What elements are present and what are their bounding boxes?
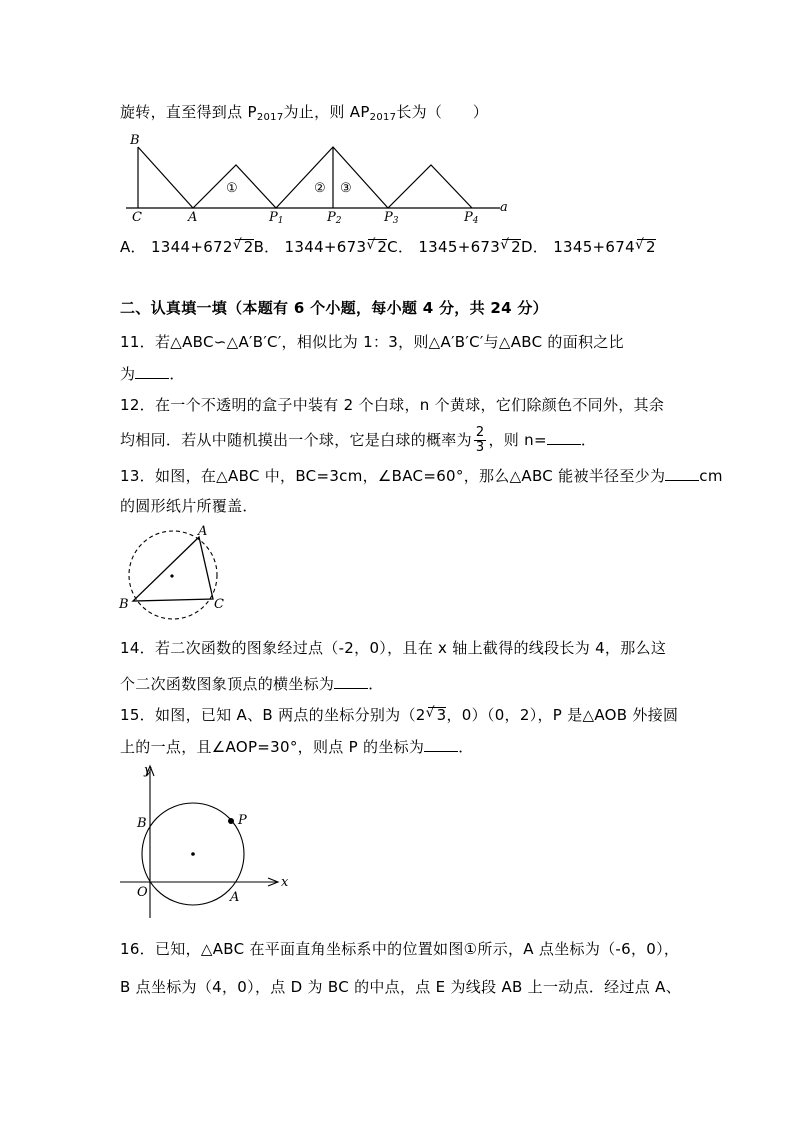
q15-label-B: B <box>137 816 147 831</box>
q13-blank <box>665 480 699 481</box>
q11-line1: 11．若△ABC∽△A′B′C′，相似比为 1：3，则△A′B′C′与△ABC 的面积之比 <box>120 333 624 351</box>
q13-line2: 的圆形纸片所覆盖． <box>120 497 258 515</box>
q15-figure <box>118 760 298 922</box>
q12-blank <box>547 444 581 445</box>
q15-label-O: O <box>137 885 148 900</box>
label-B: B <box>130 133 140 148</box>
label-A: A <box>188 210 198 225</box>
q13-line1: 13．如图，在△ABC 中，BC=3cm，∠BAC=60°，那么△ABC 能被半径至少为 cm <box>120 467 723 485</box>
q12-line1: 12．在一个不透明的盒子中装有 2 个白球，n 个黄球，它们除颜色不同外，其余 <box>120 396 665 414</box>
probability-fraction: $\frac{2}{3}$ <box>475 425 485 455</box>
q16-line2: B 点坐标为（4，0），点 D 为 BC 的中点，点 E 为线段 AB 上一动点．经过点 A、 <box>120 978 682 996</box>
label-P1: P1 <box>269 210 284 226</box>
option-c: C． 1345+673√ 2 <box>387 238 521 256</box>
q14-line1: 14．若二次函数的图象经过点（-2，0），且在 x 轴上截得的线段长为 4，那么这 <box>120 639 667 657</box>
q13-label-B: B <box>119 597 129 612</box>
q15-line1: 15．如图，已知 A、B 两点的坐标分别为（2√ 3，0）（0，2），P 是△AOB 外接圆 <box>120 704 678 726</box>
label-P4: P4 <box>464 210 479 226</box>
q14-line2: 个二次函数图象顶点的横坐标为 ． <box>120 675 384 693</box>
q16-line1: 16．已知，△ABC 在平面直角坐标系中的位置如图①所示，A 点坐标为（-6，0）， <box>120 940 680 958</box>
label-P2: P2 <box>327 210 342 226</box>
q15-line2: 上的一点，且∠AOP=30°，则点 P 的坐标为 ． <box>120 738 474 756</box>
q11-blank <box>135 378 169 379</box>
q13-figure <box>114 522 234 622</box>
q10-stem: 旋转，直至得到点 $P_{2017}$为止，则 $AP_{2017}$长为（ ） <box>120 103 489 123</box>
q10-figure <box>118 130 518 226</box>
option-a: A． 1344+672√ 2 <box>120 238 254 256</box>
q15-label-y: y <box>144 763 152 778</box>
label-P3: P3 <box>384 210 399 226</box>
q13-label-A: A <box>198 524 208 539</box>
q11-line2: 为 ． <box>120 365 185 383</box>
q15-label-A: A <box>230 890 240 905</box>
q12-line2: 均相同．若从中随机摸出一个球，它是白球的概率为 $\frac{2}{3}$ ，则 n= ． <box>120 425 597 455</box>
circle-3: ③ <box>340 181 352 196</box>
option-d: D． 1345+674√ 2 <box>521 238 656 256</box>
q15-label-x: x <box>281 875 289 890</box>
label-a: a <box>500 200 508 215</box>
circle-1: ① <box>226 181 238 196</box>
label-C: C <box>132 210 142 225</box>
q15-label-P: P <box>238 813 247 828</box>
q13-label-C: C <box>214 597 224 612</box>
q10-options <box>120 236 656 258</box>
q15-blank <box>424 751 458 752</box>
section-heading: 二、认真填一填（本题有 6 个小题，每小题 4 分，共 24 分） <box>120 299 548 317</box>
circle-2: ② <box>314 181 326 196</box>
option-b: B． 1344+673√ 2 <box>254 238 388 256</box>
q14-blank <box>334 688 368 689</box>
